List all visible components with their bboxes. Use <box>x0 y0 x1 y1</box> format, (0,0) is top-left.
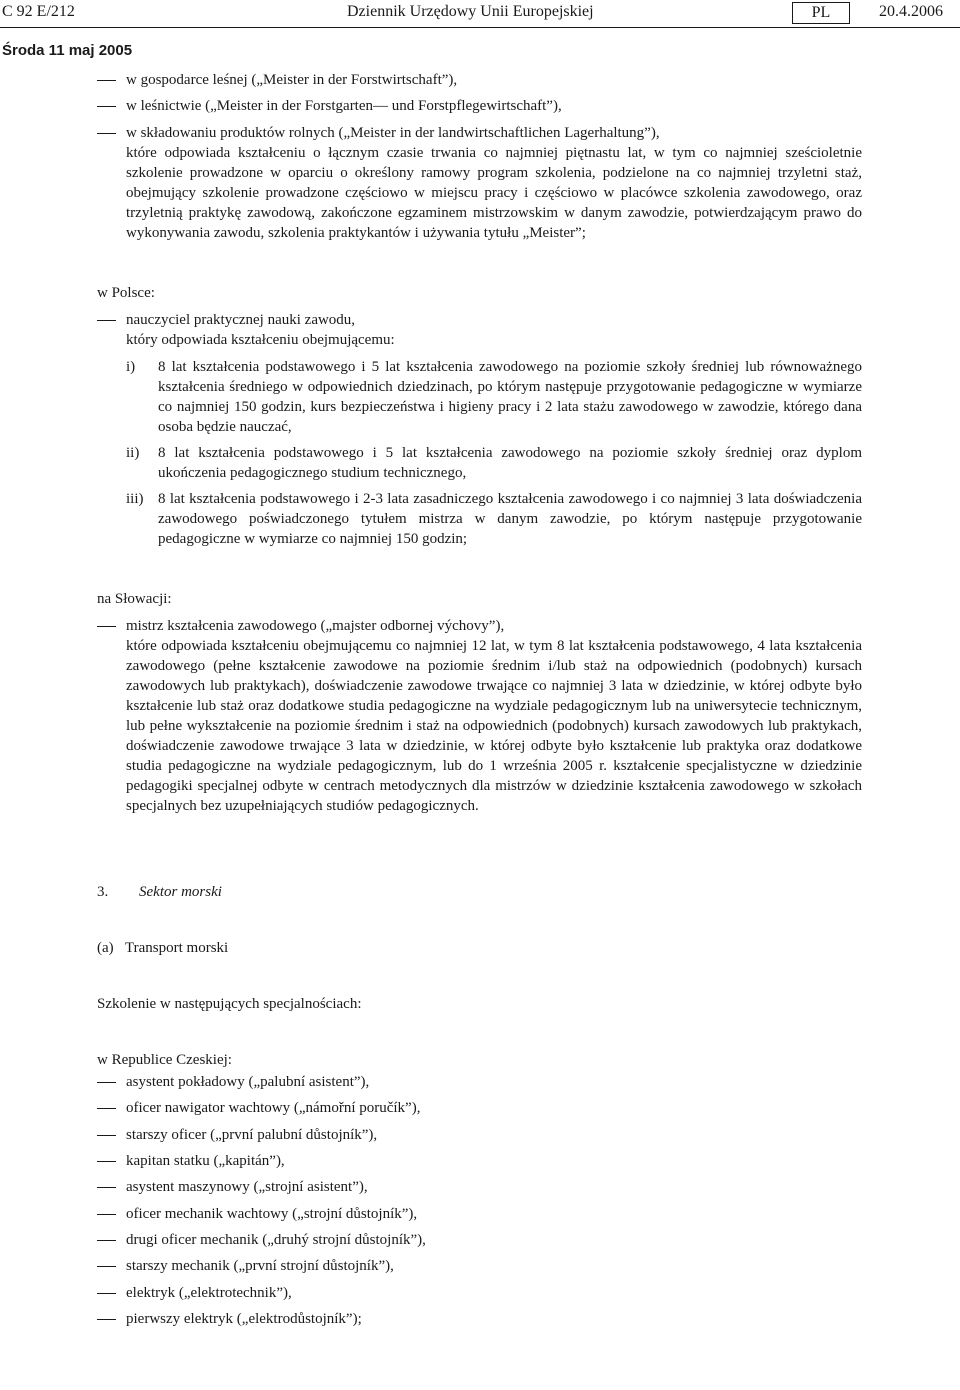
page-header <box>0 2 960 26</box>
poland-intro: który odpowiada kształceniu obejmującemu: <box>126 331 395 348</box>
session-date: Środa 11 maj 2005 <box>2 42 133 59</box>
section-heading <box>97 882 862 902</box>
list-item: oficer mechanik wachtowy („strojní důstojník”), <box>97 1204 862 1224</box>
section-title: Sektor morski <box>139 884 222 901</box>
point-text: 8 lat kształcenia podstawowego i 5 lat kształcenia zawodowego na poziomie szkoły średniej oraz dyplom ukończenia pedagogicznego studium technicznego, <box>158 444 862 481</box>
list-item: mistrz kształcenia zawodowego („majster odbornej výchovy”), <box>97 616 862 636</box>
header-rule <box>0 27 960 28</box>
poland-point <box>97 357 862 437</box>
list-item: elektryk („elektrotechnik”), <box>97 1283 862 1303</box>
poland-heading: w Polsce: <box>97 284 155 301</box>
list-item: w składowaniu produktów rolnych („Meister in der landwirtschaftlichen Lagerhaltung”), <box>97 123 862 143</box>
list-item: w gospodarce leśnej („Meister in der Forstwirtschaft”), <box>97 70 862 90</box>
list-item: asystent maszynowy („strojní asistent”), <box>97 1177 862 1197</box>
list-item: starszy oficer („první palubní důstojník”), <box>97 1125 862 1145</box>
slovakia-paragraph: które odpowiada kształceniu obejmującemu co najmniej 12 lat, w tym 8 lat kształcenia podstawowego, 4 lata kształcenia zawodowego (pełne kształcenie zawodowe na poziomie średnim i/lub staż na odpowiednich (podobnych) kursach zawodowych lub praktykach), doświadczenie zawodowe trwające co najmniej 3 lata w dziedzinie, w której odbyte było kształcenie lub staż oraz dodatkowe studia pedagogiczne na wydziale pedagogicznym lub na uniwersytecie technicznym, lub pełne wykształcenie na poziomie średnim i staż na odpowiednich (podobnych) kursach zawodowych lub praktykach, doświadczenie zawodowe trwające 3 lata w dziedzinie, w której odbyte było kształcenie lub praktyka oraz dodatkowe studia pedagogiczne na wydziale pedagogicznym, lub do 1 września 2005 r. kształcenie specjalistyczne w dziedzinie pedagogiki specjalnej odbyte w centrach metodycznych dla mistrzów w dziedzinie kształcenia zawodowego w szkołach specjalnych bez uzupełniających studiów pedagogicznych. <box>126 638 862 815</box>
journal-reference: C 92 E/212 <box>2 3 75 20</box>
subsection-title: Transport morski <box>125 940 229 957</box>
point-text: 8 lat kształcenia podstawowego i 5 lat kształcenia zawodowego na poziomie szkoły średniej lub równoważnego kształcenia średniego w odpowiednich dziedzinach, po którym następuje przygotowanie pedagogiczne w wymiarze co najmniej 150 godzin, kurs bezpieczeństwa i higieny pracy i 2 lata stażu zawodowego w zawodzie, którego dana osoba będzie nauczać, <box>158 358 862 435</box>
point-number: i) <box>126 358 136 375</box>
list-item: oficer nawigator wachtowy („námořní poručík”), <box>97 1098 862 1118</box>
list-item: asystent pokładowy („palubní asistent”), <box>97 1072 862 1092</box>
germany-list <box>97 70 862 143</box>
subsection-number: (a) <box>97 940 114 957</box>
training-intro: Szkolenie w następujących specjalnościach: <box>97 996 362 1013</box>
czech-list <box>97 1072 862 1329</box>
poland-point <box>97 443 862 483</box>
language-badge: PL <box>792 2 850 24</box>
list-item: kapitan statku („kapitán”), <box>97 1151 862 1171</box>
list-item: drugi oficer mechanik („druhý strojní důstojník”), <box>97 1230 862 1250</box>
journal-title: Dziennik Urzędowy Unii Europejskiej <box>347 3 594 20</box>
subsection-heading <box>97 938 862 958</box>
section-number: 3. <box>97 884 109 901</box>
point-number: ii) <box>126 444 140 461</box>
slovakia-heading: na Słowacji: <box>97 591 172 608</box>
list-item: pierwszy elektryk („elektrodůstojník”); <box>97 1309 862 1329</box>
germany-paragraph: które odpowiada kształceniu o łącznym czasie trwania co najmniej piętnastu lat, w tym co najmniej sześcioletnie szkolenie prowadzone w oparciu o określony ramowy program szkolenia, podzielone na co najmniej trzyletni staż, obejmujący szkolenie prowadzone częściowo w miejscu pracy i częściowo w placówce szkolenia zawodowego, oraz trzyletnią praktykę zawodową, zakończone egzaminem mistrzowskim w danym zawodzie, potwierdzającym prawo do wykonywania zawodu, szkolenia praktykantów i używania tytułu „Meister”; <box>126 144 862 241</box>
list-item: nauczyciel praktycznej nauki zawodu, <box>97 310 862 330</box>
publication-date: 20.4.2006 <box>879 3 943 20</box>
list-item: w leśnictwie („Meister in der Forstgarten— und Forstpflegewirtschaft”), <box>97 96 862 116</box>
poland-point <box>97 489 862 549</box>
czech-heading: w Republice Czeskiej: <box>97 1052 232 1069</box>
list-item: starszy mechanik („první strojní důstojník”), <box>97 1256 862 1276</box>
point-text: 8 lat kształcenia podstawowego i 2-3 lata zasadniczego kształcenia zawodowego i co najmniej 3 lata doświadczenia zawodowego poświadczonego tytułem mistrza w danym zawodzie, po którym następuje przygotowanie pedagogiczne w wymiarze co najmniej 150 godzin; <box>158 491 862 548</box>
point-number: iii) <box>126 491 144 508</box>
document-body <box>97 70 862 1329</box>
